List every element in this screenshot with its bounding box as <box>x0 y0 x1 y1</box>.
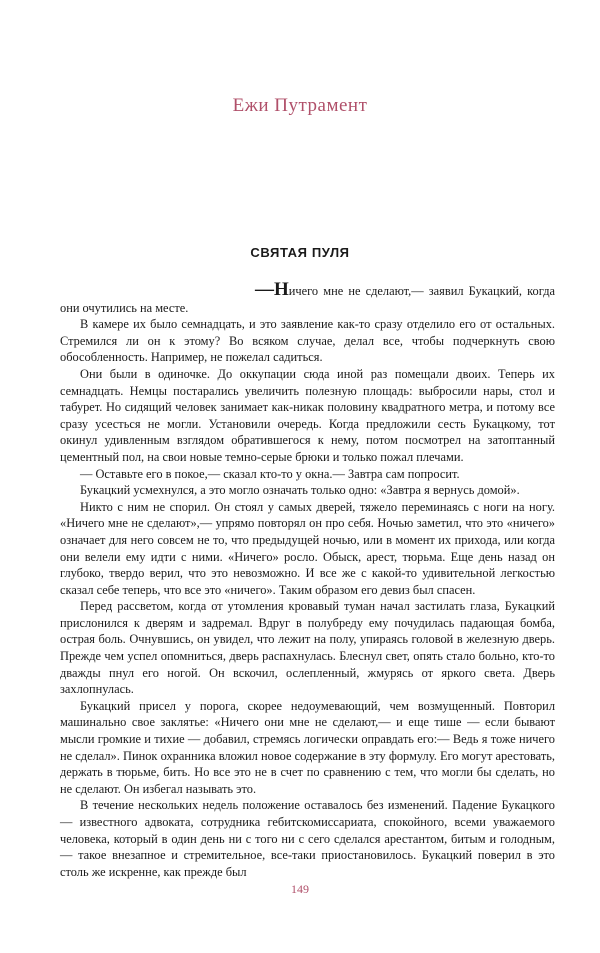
opening-dash: — <box>255 279 274 300</box>
paragraph: — Оставьте его в покое,— сказал кто-то у окна.— Завтра сам попросит. <box>80 466 460 481</box>
paragraph: В камере их было семнадцать, и это заявление как-то сразу отделило его от остальных. Стремился ли он к этому? Во всяком случае, делал все, чтобы подчеркнуть свою обособленность. Например, не пожелал садиться. <box>60 317 555 365</box>
opening-paragraph <box>60 279 555 316</box>
opening-text: ичего мне не сделают,— заявил Букацкий, когда они очутились на месте. <box>60 284 555 315</box>
story-title: СВЯТАЯ ПУЛЯ <box>250 245 350 260</box>
paragraph: Никто с ним не спорил. Он стоял у самых дверей, тяжело переминаясь с ноги на ногу. «Ничего мне не сделают»,— упрямо повторял он про себя. Ночью заметил, что это «ничего» означает для него совсем не то, что предыдущей ночью, или в момент их прихода, или когда они велели ему идти с ними. «Ничего» росло. Обыск, арест, тюрьма. Еще день назад он глубоко, твердо верил, что это невозможно. И все же с какой-то удивительной легкостью сказал себе теперь, что все это «ничего». Таким образом его девиз был спасен. <box>60 499 555 597</box>
story-body <box>60 279 555 880</box>
paragraph: Букацкий усмехнулся, а это могло означать только одно: «Завтра я вернусь домой». <box>80 483 520 498</box>
paragraph: Букацкий присел у порога, скорее недоумевающий, чем возмущенный. Повторил машинально свое заклятье: «Ничего они мне не сделают,— и еще тише — если бывают мысли громкие и тихие — добавил, стремясь логически оправдать его:— Ведь я тоже ничего не сделал». Пинок охранника вложил новое содержание в эту формулу. Его могут арестовать, держать в тюрьме, бить. Но все это не в счет по сравнению с тем, что могли бы сделать, но не сделают. Он избегал называть это. <box>60 698 555 796</box>
paragraph: Перед рассветом, когда от утомления кровавый туман начал застилать глаза, Букацкий прислонился к дверям и задремал. Вдруг в полубреду ему почудилась падающая бомба, острая боль. Очнувшись, он увидел, что лежит на полу, упираясь головой в железную дверь. Прежде чем успел опомниться, дверь распахнулась. Блеснул свет, опять стало больно, кто-то дважды пнул его ногой. Он вскочил, ослепленный, жмурясь от яркого света. Дверь захлопнулась. <box>60 599 555 697</box>
author-name: Ежи Путрамент <box>232 95 368 116</box>
paragraph: В течение нескольких недель положение оставалось без изменений. Падение Букацкого — известного адвоката, сотрудника гебитскомиссариата, спокойного, всеми уважаемого человека, который в один день ни с того ни с сего сделался арестантом, битым и голодным,— такое внезапное и стремительное, все-таки приостановилось. Букацкий поверил в это столь же искренне, как прежде был <box>60 798 555 879</box>
drop-letter: Н <box>274 279 289 300</box>
page-number: 149 <box>291 882 309 896</box>
paragraph: Они были в одиночке. До оккупации сюда иной раз помещали двоих. Теперь их семнадцать. Немцы постарались увеличить полезную площадь: выбросили нары, стол и табурет. Но сидящий человек занимает как-никак половину квадратного метра, и потому все сразу усесться не могли. Установили очередь. Когда предложили сесть Букацкому, тот окинул удивленным взглядом обратившегося к нему, потом посмотрел на затоптанный цементный пол, на свои новые темно-серые брюки и только пожал плечами. <box>60 366 555 464</box>
